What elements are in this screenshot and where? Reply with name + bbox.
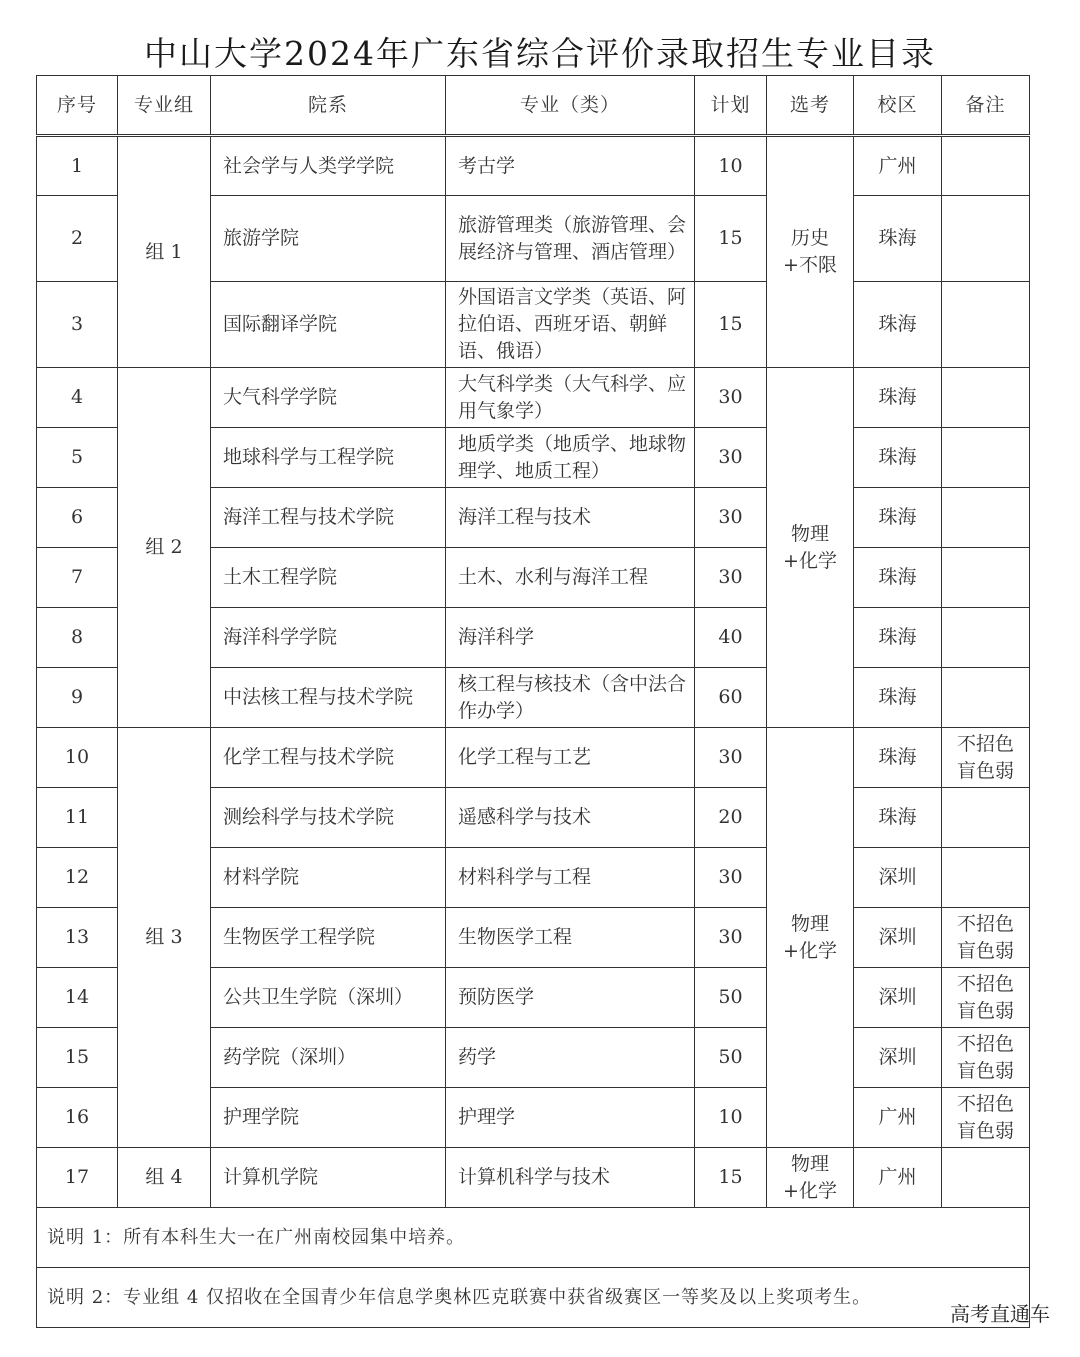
row-number: 11: [37, 788, 118, 848]
row-number: 4: [37, 368, 118, 428]
plan-cell: 15: [695, 196, 767, 282]
watermark: 高考直通车: [950, 1302, 1050, 1326]
group-cell: 组 1: [118, 136, 211, 368]
remark-cell: [942, 848, 1030, 908]
page-title: 中山大学2024年广东省综合评价录取招生专业目录: [144, 34, 936, 73]
campus-cell: 珠海: [854, 728, 942, 788]
header-cell: 序号: [37, 76, 118, 136]
campus-cell: 珠海: [854, 282, 942, 368]
remark-cell: [942, 608, 1030, 668]
campus-cell: 深圳: [854, 908, 942, 968]
dept-cell: 计算机学院: [211, 1148, 446, 1208]
campus-cell: 珠海: [854, 488, 942, 548]
remark-cell: 不招色盲色弱: [942, 1028, 1030, 1088]
remark-cell: [942, 668, 1030, 728]
header-cell: 专业组: [118, 76, 211, 136]
plan-cell: 30: [695, 428, 767, 488]
remark-cell: 不招色盲色弱: [942, 728, 1030, 788]
group-cell: 组 2: [118, 368, 211, 728]
row-number: 5: [37, 428, 118, 488]
campus-cell: 深圳: [854, 1028, 942, 1088]
note-row: [37, 1208, 1030, 1268]
header-cell: 校区: [854, 76, 942, 136]
row-number: 7: [37, 548, 118, 608]
major-cell: 外国语言文学类（英语、阿拉伯语、西班牙语、朝鲜语、俄语）: [446, 282, 695, 368]
table-header: [37, 76, 1030, 136]
group-cell: 组 4: [118, 1148, 211, 1208]
remark-cell: [942, 488, 1030, 548]
note-1: 说明 1：所有本科生大一在广州南校园集中培养。: [37, 1208, 1030, 1268]
table-row: [37, 136, 1030, 196]
dept-cell: 材料学院: [211, 848, 446, 908]
row-number: 16: [37, 1088, 118, 1148]
campus-cell: 珠海: [854, 788, 942, 848]
dept-cell: 海洋科学学院: [211, 608, 446, 668]
dept-cell: 土木工程学院: [211, 548, 446, 608]
plan-cell: 50: [695, 1028, 767, 1088]
dept-cell: 公共卫生学院（深圳）: [211, 968, 446, 1028]
campus-cell: 深圳: [854, 848, 942, 908]
remark-cell: [942, 548, 1030, 608]
plan-cell: 50: [695, 968, 767, 1028]
major-cell: 预防医学: [446, 968, 695, 1028]
campus-cell: 珠海: [854, 668, 942, 728]
dept-cell: 海洋工程与技术学院: [211, 488, 446, 548]
remark-cell: 不招色盲色弱: [942, 908, 1030, 968]
major-cell: 核工程与核技术（含中法合作办学）: [446, 668, 695, 728]
remark-cell: [942, 136, 1030, 196]
major-cell: 土木、水利与海洋工程: [446, 548, 695, 608]
campus-cell: 珠海: [854, 548, 942, 608]
plan-cell: 15: [695, 1148, 767, 1208]
remark-cell: [942, 1148, 1030, 1208]
campus-cell: 广州: [854, 1088, 942, 1148]
plan-cell: 60: [695, 668, 767, 728]
campus-cell: 珠海: [854, 196, 942, 282]
remark-cell: [942, 196, 1030, 282]
remark-cell: 不招色盲色弱: [942, 1088, 1030, 1148]
header-cell: 院系: [211, 76, 446, 136]
remark-cell: 不招色盲色弱: [942, 968, 1030, 1028]
remark-cell: [942, 428, 1030, 488]
remark-cell: [942, 282, 1030, 368]
row-number: 14: [37, 968, 118, 1028]
row-number: 1: [37, 136, 118, 196]
dept-cell: 护理学院: [211, 1088, 446, 1148]
major-cell: 海洋工程与技术: [446, 488, 695, 548]
dept-cell: 地球科学与工程学院: [211, 428, 446, 488]
major-cell: 材料科学与工程: [446, 848, 695, 908]
major-cell: 考古学: [446, 136, 695, 196]
plan-cell: 10: [695, 1088, 767, 1148]
dept-cell: 药学院（深圳）: [211, 1028, 446, 1088]
header-cell: 选考: [767, 76, 854, 136]
remark-cell: [942, 788, 1030, 848]
row-number: 17: [37, 1148, 118, 1208]
dept-cell: 旅游学院: [211, 196, 446, 282]
row-number: 9: [37, 668, 118, 728]
dept-cell: 国际翻译学院: [211, 282, 446, 368]
note-2: 说明 2：专业组 4 仅招收在全国青少年信息学奥林匹克联赛中获省级赛区一等奖及以上奖项考生。: [37, 1268, 1030, 1328]
plan-cell: 10: [695, 136, 767, 196]
row-number: 12: [37, 848, 118, 908]
major-cell: 海洋科学: [446, 608, 695, 668]
dept-cell: 测绘科学与技术学院: [211, 788, 446, 848]
campus-cell: 广州: [854, 1148, 942, 1208]
campus-cell: 珠海: [854, 608, 942, 668]
plan-cell: 40: [695, 608, 767, 668]
major-cell: 大气科学类（大气科学、应用气象学）: [446, 368, 695, 428]
major-cell: 旅游管理类（旅游管理、会展经济与管理、酒店管理）: [446, 196, 695, 282]
row-number: 8: [37, 608, 118, 668]
remark-cell: [942, 368, 1030, 428]
plan-cell: 30: [695, 728, 767, 788]
table-row: [37, 1148, 1030, 1208]
row-number: 6: [37, 488, 118, 548]
plan-cell: 30: [695, 848, 767, 908]
row-number: 2: [37, 196, 118, 282]
subject-cell: 物理+化学: [767, 728, 854, 1148]
plan-cell: 30: [695, 368, 767, 428]
note-row: [37, 1268, 1030, 1328]
table-row: [37, 368, 1030, 428]
group-cell: 组 3: [118, 728, 211, 1148]
campus-cell: 深圳: [854, 968, 942, 1028]
campus-cell: 珠海: [854, 368, 942, 428]
admission-table: [36, 75, 1030, 1328]
row-number: 10: [37, 728, 118, 788]
plan-cell: 30: [695, 908, 767, 968]
major-cell: 地质学类（地质学、地球物理学、地质工程）: [446, 428, 695, 488]
dept-cell: 中法核工程与技术学院: [211, 668, 446, 728]
campus-cell: 珠海: [854, 428, 942, 488]
subject-cell: 物理+化学: [767, 368, 854, 728]
major-cell: 遥感科学与技术: [446, 788, 695, 848]
row-number: 3: [37, 282, 118, 368]
dept-cell: 生物医学工程学院: [211, 908, 446, 968]
row-number: 15: [37, 1028, 118, 1088]
subject-cell: 历史+不限: [767, 136, 854, 368]
table-row: [37, 728, 1030, 788]
row-number: 13: [37, 908, 118, 968]
plan-cell: 30: [695, 488, 767, 548]
subject-cell: 物理+化学: [767, 1148, 854, 1208]
dept-cell: 化学工程与技术学院: [211, 728, 446, 788]
dept-cell: 社会学与人类学学院: [211, 136, 446, 196]
major-cell: 计算机科学与技术: [446, 1148, 695, 1208]
dept-cell: 大气科学学院: [211, 368, 446, 428]
plan-cell: 15: [695, 282, 767, 368]
major-cell: 生物医学工程: [446, 908, 695, 968]
header-cell: 计划: [695, 76, 767, 136]
major-cell: 化学工程与工艺: [446, 728, 695, 788]
campus-cell: 广州: [854, 136, 942, 196]
header-cell: 备注: [942, 76, 1030, 136]
major-cell: 护理学: [446, 1088, 695, 1148]
plan-cell: 30: [695, 548, 767, 608]
major-cell: 药学: [446, 1028, 695, 1088]
plan-cell: 20: [695, 788, 767, 848]
header-cell: 专业（类）: [446, 76, 695, 136]
